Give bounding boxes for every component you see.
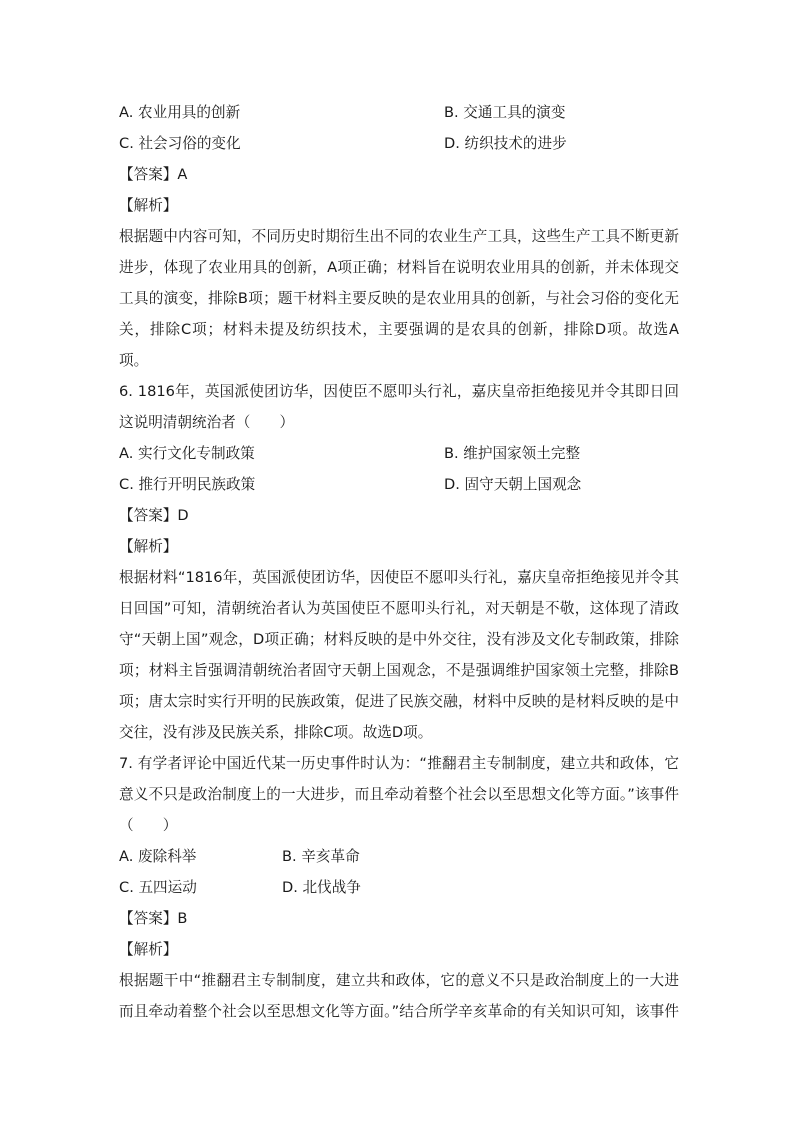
q7-answer: 【答案】B (119, 910, 188, 927)
q7-stem-line: 意义不只是政治制度上的一大进步，而且牵动着整个社会以至思想文化等方面。”该事件 (119, 786, 679, 803)
document-page (119, 97, 679, 1027)
q7-option-b: B. 辛亥革命 (282, 848, 360, 865)
q6-analysis-line: 根据材料“1816年，英国派使团访华，因使臣不愿叩头行礼，嘉庆皇帝拒绝接见并令其 (119, 569, 679, 586)
q6-analysis-line: 交往，没有涉及民族关系，排除C项。故选D项。 (119, 724, 433, 741)
q5-analysis-line: 关，排除C项；材料未提及纺织技术，主要强调的是农具的创新，排除D项。故选A (119, 321, 679, 338)
q7-analysis-line: 根据题干中“推翻君主专制制度，建立共和政体，它的意义不只是政治制度上的一大进 (119, 972, 679, 989)
q5-options-row-1 (119, 97, 679, 128)
q6-options-row-2 (119, 469, 679, 500)
q6-analysis-line: 项；唐太宗时实行开明的民族政策，促进了民族交融，材料中反映的是材料反映的是中 (119, 693, 679, 710)
q5-option-b: B. 交通工具的演变 (444, 104, 566, 121)
q6-option-b: B. 维护国家领土完整 (444, 445, 581, 462)
q5-analysis-line: 进步，体现了农业用具的创新，A项正确；材料旨在说明农业用具的创新，并未体现交 (119, 259, 679, 276)
q5-analysis-line: 项。 (119, 352, 149, 369)
q7-options-row-2 (119, 872, 679, 903)
q7-option-a: A. 废除科举 (119, 848, 197, 865)
q6-analysis-line: 日回国”可知，清朝统治者认为英国使臣不愿叩头行礼，对天朝是不敬，这体现了清政 (119, 600, 679, 617)
q5-option-d: D. 纺织技术的进步 (444, 135, 567, 152)
q7-options-row-1 (119, 841, 679, 872)
q5-analysis-line: 工具的演变，排除B项；题干材料主要反映的是农业用具的创新，与社会习俗的变化无 (119, 290, 679, 307)
q6-options-row-1 (119, 438, 679, 469)
q5-options-row-2 (119, 128, 679, 159)
q6-stem-line: 6. 1816年，英国派使团访华，因使臣不愿叩头行礼，嘉庆皇帝拒绝接见并令其即日回 (119, 383, 679, 400)
q6-option-d: D. 固守天朝上国观念 (444, 476, 582, 493)
q5-analysis-line: 根据题中内容可知，不同历史时期衍生出不同的农业生产工具，这些生产工具不断更新 (119, 228, 679, 245)
q6-stem-line: 这说明清朝统治者（ ） (119, 414, 295, 431)
q5-option-c: C. 社会习俗的变化 (119, 135, 241, 152)
q7-option-c: C. 五四运动 (119, 879, 197, 896)
q5-answer: 【答案】A (119, 166, 188, 183)
q6-option-a: A. 实行文化专制政策 (119, 445, 255, 462)
q7-stem-line: （ ） (119, 817, 178, 834)
q7-option-d: D. 北伐战争 (282, 879, 361, 896)
q6-answer: 【答案】D (119, 507, 189, 524)
q7-stem-line: 7. 有学者评论中国近代某一历史事件时认为：“推翻君主专制制度，建立共和政体，它 (119, 755, 679, 772)
q6-option-c: C. 推行开明民族政策 (119, 476, 256, 493)
q7-analysis-label: 【解析】 (119, 941, 178, 958)
q5-option-a: A. 农业用具的创新 (119, 104, 241, 121)
q6-analysis-label: 【解析】 (119, 538, 178, 555)
q6-analysis-line: 项；材料主旨强调清朝统治者固守天朝上国观念，不是强调维护国家领土完整，排除B (119, 662, 679, 679)
q7-analysis-line: 而且牵动着整个社会以至思想文化等方面。”结合所学辛亥革命的有关知识可知，该事件 (119, 1003, 679, 1020)
q5-analysis-label: 【解析】 (119, 197, 178, 214)
q6-analysis-line: 守“天朝上国”观念，D项正确；材料反映的是中外交往，没有涉及文化专制政策，排除 (119, 631, 679, 648)
